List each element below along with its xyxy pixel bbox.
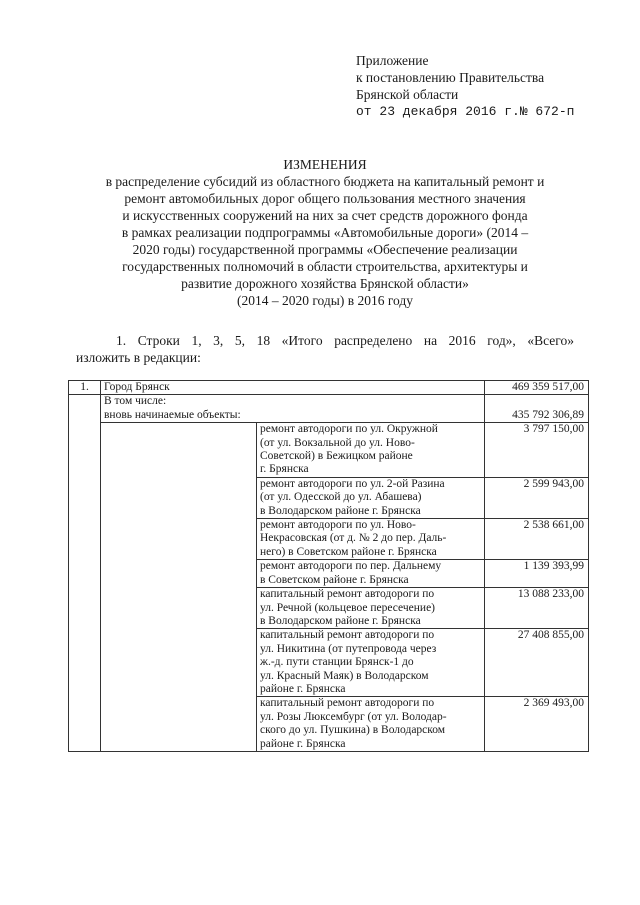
- title-line: государственных полномочий в области строительства, архитектуры и: [122, 259, 528, 274]
- title-line: и искусственных сооружений на них за счет средств дорожного фонда: [122, 208, 528, 223]
- row-number-empty: [69, 395, 101, 752]
- object-name: [257, 423, 485, 478]
- row-number: 1.: [69, 381, 101, 395]
- object-line: в Советском районе г. Брянска: [260, 573, 409, 586]
- object-line: (от ул. Вокзальной до ул. Ново-: [260, 436, 415, 449]
- object-name: [257, 697, 485, 752]
- row-sum: 435 792 306,89: [485, 395, 589, 423]
- object-line: Некрасовская (от д. № 2 до пер. Даль-: [260, 532, 447, 545]
- object-sum: 2 369 493,00: [485, 697, 589, 752]
- object-line: в Володарском районе г. Брянска: [260, 614, 421, 627]
- object-sum: 1 139 393,99: [485, 560, 589, 588]
- object-line: районе г. Брянска: [260, 682, 346, 695]
- object-line: ремонт автодороги по ул. Окружной: [260, 423, 438, 436]
- object-name: [257, 519, 485, 560]
- object-line: ремонт автодороги по ул. Ново-: [260, 519, 416, 532]
- object-line: ж.-д. пути станции Брянск-1 до: [260, 656, 414, 669]
- title-line: развитие дорожного хозяйства Брянской области»: [181, 276, 469, 291]
- object-sum: 27 408 855,00: [485, 629, 589, 697]
- object-name: [257, 588, 485, 629]
- title-line: (2014 – 2020 годы) в 2016 году: [236, 293, 414, 308]
- appendix-line: Брянской области: [356, 87, 459, 102]
- appendix-block: [356, 52, 574, 120]
- object-line: ул. Никитина (от путепровода через: [260, 642, 437, 655]
- object-line: капитальный ремонт автодороги по: [260, 588, 435, 601]
- row-name: Город Брянск: [101, 381, 485, 395]
- object-line: ремонт автодороги по пер. Дальнему: [260, 560, 442, 573]
- object-sum: 2 599 943,00: [485, 477, 589, 518]
- paragraph-line: 1. Строки 1, 3, 5, 18 «Итого распределено на 2016 год», «Всего»: [116, 333, 574, 348]
- row-label: вновь начинаемые объекты:: [104, 408, 241, 421]
- table-row: [69, 395, 589, 423]
- object-line: ул. Красный Маяк) в Володарском: [260, 669, 429, 682]
- row-sum: 469 359 517,00: [485, 381, 589, 395]
- document-title: [60, 156, 590, 309]
- object-line: ул. Розы Люксембург (от ул. Володар-: [260, 710, 447, 723]
- object-line: ремонт автодороги по ул. 2-ой Разина: [260, 477, 445, 490]
- empty-cell: [101, 423, 257, 752]
- object-line: него) в Советском районе г. Брянска: [260, 545, 437, 558]
- object-line: Советской) в Бежицком районе: [260, 450, 413, 463]
- object-line: капитальный ремонт автодороги по: [260, 629, 435, 642]
- object-name: [257, 477, 485, 518]
- table-row: [69, 381, 589, 395]
- appendix-line: к постановлению Правительства: [356, 70, 545, 85]
- title-heading: ИЗМЕНЕНИЯ: [283, 157, 367, 172]
- object-line: г. Брянска: [260, 463, 309, 476]
- intro-paragraph: [76, 332, 574, 366]
- object-line: капитальный ремонт автодороги по: [260, 697, 435, 710]
- appendix-date: от 23 декабря 2016 г.№ 672-п: [356, 104, 575, 119]
- object-sum: 2 538 661,00: [485, 519, 589, 560]
- title-line: 2020 годы) государственной программы «Обеспечение реализации: [132, 242, 518, 257]
- object-sum: 13 088 233,00: [485, 588, 589, 629]
- object-line: ул. Речной (кольцевое пересечение): [260, 601, 435, 614]
- object-name: [257, 629, 485, 697]
- row-name: [101, 395, 485, 423]
- row-label: В том числе:: [104, 395, 167, 408]
- subsidy-table: [68, 380, 589, 752]
- object-sum: 3 797 150,00: [485, 423, 589, 478]
- object-line: в Володарском районе г. Брянска: [260, 504, 421, 517]
- object-line: ского до ул. Пушкина) в Володарском: [260, 724, 446, 737]
- title-line: ремонт автомобильных дорог общего пользования местного значения: [124, 191, 526, 206]
- title-line: в распределение субсидий из областного бюджета на капитальный ремонт и: [105, 174, 545, 189]
- object-line: (от ул. Одесской до ул. Абашева): [260, 491, 422, 504]
- object-name: [257, 560, 485, 588]
- object-line: районе г. Брянска: [260, 737, 346, 750]
- appendix-line: Приложение: [356, 53, 429, 68]
- table-row: [69, 423, 589, 478]
- paragraph-line: изложить в редакции:: [76, 350, 201, 365]
- title-line: в рамках реализации подпрограммы «Автомобильные дороги» (2014 –: [121, 225, 529, 240]
